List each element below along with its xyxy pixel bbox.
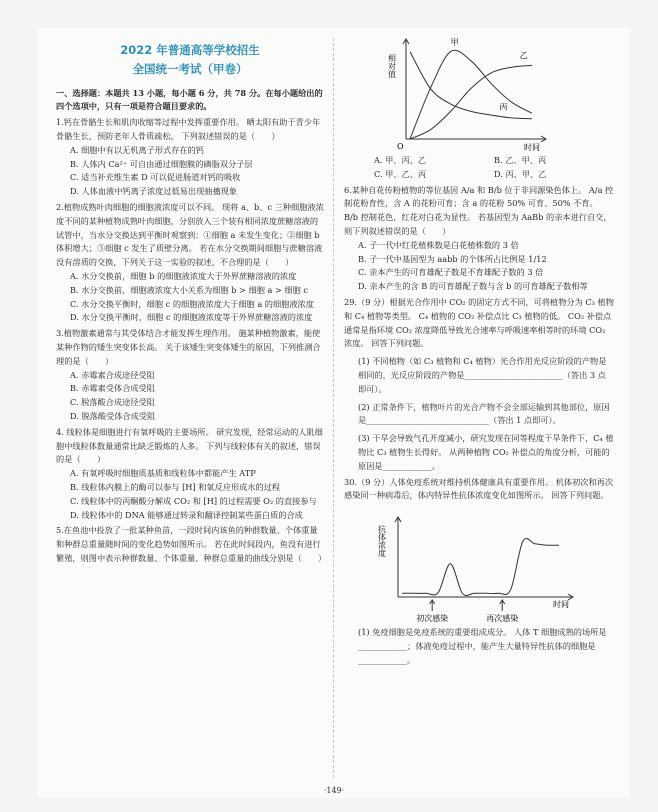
option: C. 适当补充维生素 D 可以促进肠道对钙的吸收 (70, 172, 241, 183)
infection-label: 初次感染 (416, 614, 449, 623)
series-line-乙 (410, 65, 532, 139)
x-axis-label: 时间 (524, 143, 540, 152)
q5-options (344, 154, 614, 182)
option: D. 人体血液中钙离子浓度过低易出现抽搐现象 (70, 186, 238, 197)
option: D. 亲本产生的含 B 的可育雄配子数与含 b 的可育雄配子数相等 (358, 281, 588, 292)
question-4 (56, 426, 324, 523)
sub-question: (2) 正常条件下，植物叶片的光合产物不会全部运输到其他部位，原因是______________________________（答出 1 点即可）。 (358, 401, 610, 426)
question-stem: 5.在鱼池中投放了一批某种鱼苗，一段时间内该鱼的种群数量、个体重量和种群总重量随时间的变化趋势如图所示。 若在此时间段内，鱼没有进行繁殖，则图中表示种群数量、个体重量、种群总重量的曲线分别是（ ） (56, 525, 327, 563)
sub-question: (1) 不同植物（如 C₃ 植物和 C₄ 植物）光合作用光反应阶段的产物是相同的，光反应阶段的产物是________________________（答出 3 点即可）。 (358, 356, 607, 394)
option: C. 脱落酸合成途径受阻 (70, 397, 155, 408)
series-line-甲 (410, 50, 532, 139)
option: D. 脱落酸受体合成受阻 (70, 410, 156, 421)
antibody-chart (374, 507, 614, 622)
question-6 (344, 184, 614, 294)
question-3 (56, 327, 324, 424)
question-stem: 4. 线粒体是细胞进行有氧呼吸的主要场所。 研究发现，经常运动的人肌细胞中线粒体数量通常比缺乏锻炼的人多。 下列与线粒体有关的叙述，错误的是（ ） (56, 426, 323, 465)
option: A. 子一代中红花植株数是白花植株数的 3 倍 (358, 239, 519, 250)
left-column (56, 28, 327, 566)
option: D. 水分交换平衡时，细胞 c 的细胞液浓度等于外界蔗糖溶液的浓度 (70, 312, 313, 323)
question-stem: 2.植物成熟叶肉细胞的细胞液浓度可以不同。 现将 a、b、c 三种细胞液浓度不同的某种植物成熟叶肉细胞，分别放入三个装有相同浓度蔗糖溶液的试管中，当水分交换达到平衡时观察到：①细胞 a 未发生变化；②细胞 b 体积增大；③细胞 c 发生了质壁分离。 若在水分交换期间细胞与蔗糖溶液没有溶质的交换，下列关于这一实验的叙述，不合理的是（ ） (56, 201, 324, 268)
y-axis-label: 抗体浓度 (377, 525, 387, 558)
question-stem: 29.（9 分）根据光合作用中 CO₂ 的固定方式不同，可将植物分为 C₃ 植物和 C₄ 植物等类型。 C₄ 植物的 CO₂ 补偿点比 C₃ 植物的低。 CO₂ 补偿点通常是指环境 CO₂ 浓度降低导致光合速率与呼吸速率相等时的环境 CO₂ 浓度。 回答下列问题。 (344, 296, 614, 349)
option: B. 线粒体内膜上的酶可以参与 [H] 和氧反应形成水的过程 (70, 481, 281, 492)
question-stem: 3.植物激素通常与其受体结合才能发挥生理作用。 施某种植物激素，能使某种作物的矮生突变体长高。 关于该矮生突变体矮生的原因，下列推测合理的是（ ） (56, 328, 321, 366)
option: B. 子一代中基因型为 aabb 的个体所占比例是 1/12 (358, 253, 547, 264)
option: A. 水分交换前，细胞 b 的细胞液浓度大于外界蔗糖溶液的浓度 (70, 270, 297, 281)
option: C. 甲、乙、丙 (374, 168, 427, 179)
question-29 (344, 296, 614, 474)
option: B. 赤霉素受体合成受阻 (70, 383, 155, 394)
question-2 (56, 201, 324, 325)
question-stem: 1.钙在骨骼生长和肌肉收缩等过程中发挥重要作用。 晒太阳有助于青少年骨骼生长，预防老年人骨质疏松。 下列叙述错误的是（ ） (56, 117, 321, 141)
question-30 (344, 476, 614, 504)
option: B. 人体内 Ca²⁺ 可自由通过细胞膜的磷脂双分子层 (70, 158, 253, 169)
option: A. 甲、丙、乙 (374, 155, 427, 165)
origin-label: O (397, 142, 404, 151)
option: C. 水分交换平衡时，细胞 c 的细胞液浓度大于细胞 a 的细胞液浓度 (70, 298, 314, 309)
population-chart (384, 34, 614, 154)
page-number: ·149· (323, 786, 345, 795)
antibody-line (402, 539, 559, 596)
section-heading: 一、选择题：本题共 13 小题，每小题 6 分，共 78 分。在每小题给出的四个选项中，只有一项是符合题目要求的。 (56, 87, 323, 112)
option: A. 细胞中有以无机离子形式存在的钙 (70, 144, 204, 155)
series-line-丙 (410, 52, 532, 119)
series-label: 丙 (499, 102, 508, 112)
sub-question: (1) 免疫细胞是免疫系统的重要组成成分。 人体 T 细胞成熟的场所是____________；体液免疫过程中，能产生大量特异性抗体的细胞是____________。 (358, 627, 607, 665)
option: B. 水分交换前，细胞液浓度大小关系为细胞 b > 细胞 a > 细胞 c (70, 284, 308, 295)
option: D. 线粒体中的 DNA 能够通过转录和翻译控制某些蛋白质的合成 (70, 509, 303, 520)
question-30-subs (344, 626, 614, 667)
exam-page (38, 28, 630, 798)
option: C. 线粒体中的丙酮酸分解成 CO₂ 和 [H] 的过程需要 O₂ 的直接参与 (70, 495, 317, 506)
option: D. 丙、甲、乙 (494, 168, 547, 179)
question-1 (56, 116, 324, 199)
y-axis-label: 相对值 (387, 54, 397, 78)
x-axis-label: 时间 (553, 600, 569, 610)
infection-label: 再次感染 (486, 614, 519, 623)
population-chart-svg (384, 34, 554, 154)
series-label: 乙 (519, 50, 528, 60)
option: A. 有氧呼吸时细胞质基质和线粒体中都能产生 ATP (70, 468, 256, 479)
question-stem: 30.（9 分）人体免疫系统对维持机体健康具有重要作用。 机体初次和再次感染同一种病毒后，体内特异性抗体浓度变化如图所示。 回答下列问题。 (344, 476, 614, 501)
question-stem: 6.某种自花传粉植物的等位基因 A/a 和 B/b 位于非同源染色体上。 A/a 控制花粉育性，含 A 的花粉可育；含 a 的花粉 50% 可育、50% 不育。 B/b 控制花色，红花对白花为显性。 若基因型为 AaBb 的亲本进行自交，则下列叙述错误的是（ ） (344, 184, 614, 236)
option: C. 亲本产生的可育雄配子数是不育雄配子数的 3 倍 (358, 267, 544, 278)
right-column (344, 28, 614, 668)
column-divider (333, 38, 334, 778)
question-5 (56, 524, 327, 565)
option: B. 乙、甲、丙 (494, 155, 547, 165)
option: A. 赤霉素合成途径受阻 (70, 369, 155, 380)
sub-question: (3) 干旱会导致气孔开度减小，研究发现在同等程度干旱条件下，C₄ 植物比 C₃ 植物生长得好。 从两种植物 CO₂ 补偿点的角度分析，可能的原因是____________。 (358, 433, 614, 471)
antibody-chart-svg (374, 507, 584, 622)
exam-title-line1: 2022 年普通高等学校招生 (120, 43, 260, 57)
series-label: 甲 (450, 38, 459, 47)
exam-title-line2: 全国统一考试（甲卷） (132, 61, 248, 76)
